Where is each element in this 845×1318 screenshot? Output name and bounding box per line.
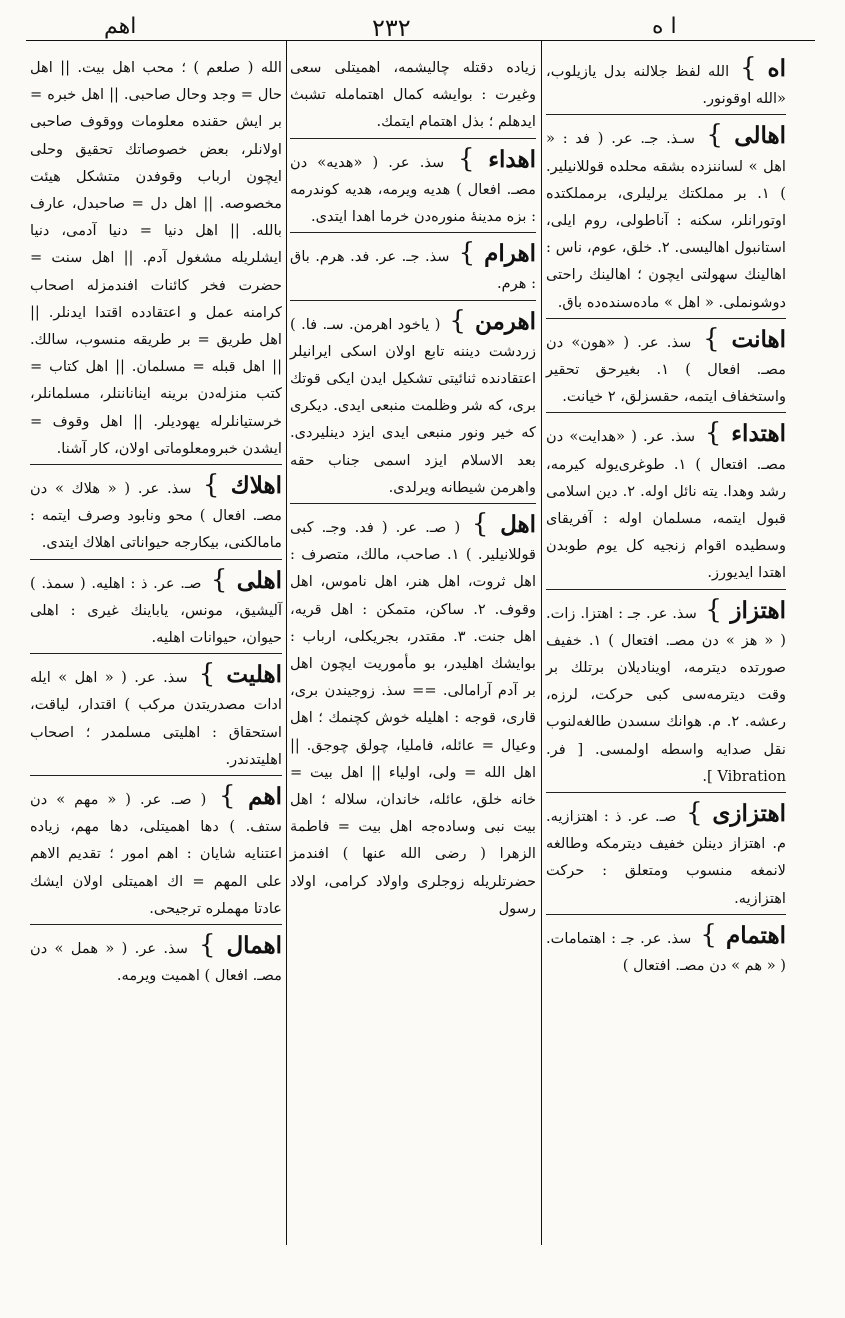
column-left — [30, 48, 282, 992]
brace-icon: } — [691, 323, 732, 354]
column-divider-right — [541, 40, 542, 1245]
entry-headword: اهتمام — [726, 921, 787, 949]
dictionary-entry — [30, 776, 282, 925]
entry-definition: سذ. جـ. عر. فد. هرم. باق : هرم. — [290, 248, 536, 293]
brace-icon: } — [206, 781, 249, 812]
brace-icon: } — [440, 305, 475, 336]
entry-headword: اهل — [500, 511, 537, 539]
entry-definition: ( صـ. عر. ( فد. وجـ. کبی قوللانیلیر. ) ۱. صاحب، مالك، متصرف : اهل ثروت، اهل هنر، اهل ناموس، اهل وقوف. ۲. ساکن، متمکن : اهل قریه، اهل جنت. ۳. مقتدر، بجریکلی، ارباب : بوایشك اهلیدر، بو مأموریت ایچون اهل بر آدم آرامالی. == سذ. زوجیندن بری، قاری، قوجه : اهلیله خوش کچنمك ؛ اهل وعیال = عائله، فاملیا، چولق چوجق. || اهل الله = ولی، اولیاء || اهل بیت = خانه خلق، عائله، خاندان، سلاله ؛ اهل بیت نبی وساده‌جه اهل بیت = فاطمة الزهرا ( رضی الله عنها ) افندمز حضرتلریله زوجلری واولاد کرامی، اولاد رسول — [290, 519, 536, 917]
brace-icon: } — [449, 238, 485, 269]
entry-definition: سذ. عر. ( « همل » دن مصـ. افعال ) اهمیت ویرمه. — [30, 940, 282, 985]
entry-headword: اهتزاز — [730, 596, 786, 624]
dictionary-entry — [30, 48, 282, 465]
entry-definition: ( یاخود اهرمن. سـ. فا. ) زردشت دیننه تابع اولان اسکی ایرانیلر اعتقادنده ثنائیتی تشکیل ایدن ایکی قوتك بری، که شر وظلمت منبعی ایدی. دیکری که خیر ونور منبعی ایدی ایزد دینلیردی. بعد الاسلام ایزد اسمی جناب حقه واهرمن شیطانه ویرلدی. — [290, 315, 536, 496]
dictionary-entry — [546, 115, 786, 318]
dictionary-entry — [546, 793, 786, 915]
entry-definition: صـ. عر. ذ : اهتزازیه. م. اهتزاز دینلن خفیف دیترمکه وطالغه لانمغه منسوب ومتعلق : حرکت اهتزازیه. — [546, 808, 786, 907]
entry-definition: ( صـ. عر. ( « مهم » دن ستف. ) دها اهمیتلی، دها مهم، زیاده اعتنایه شایان : اهم امور ؛ تقدیم الاهم علی المهم = اك اهمیتلی اولان ایشك عادتا مهملره ترجیحی. — [30, 791, 282, 917]
entry-definition: سذ. عر. ( «هدایت» دن مصـ. افتعال ) ۱. طوغری‌یوله کیرمه، رشد وهدا. یته نائل اوله. ۲. دین اسلامی قبول ایتمه، مسلمان اوله : آفریقای وسطیده اقوام زنجیه کل یوم طوبدن اهتدا ایدیورز. — [546, 428, 787, 582]
brace-icon: } — [729, 53, 768, 83]
dictionary-entry — [546, 413, 786, 589]
brace-icon: } — [201, 564, 237, 595]
entry-definition: سذ. عر. ( «هدیه» دن مصـ. افعال ) هدیه ویرمه، هدیه کوندرمه : بزه مدینهٔ منوره‌دن خرما اهدا ایتدی. — [290, 153, 536, 226]
brace-icon: } — [695, 418, 732, 449]
entry-headword: اهالی — [734, 122, 786, 150]
entry-definition: صـ. عر. ذ : اهلیه. ( سمذ. ) آلیشیق، مونس، یاباینك غیری : اهلی حیوان، حیوانات اهلیه. — [30, 574, 282, 647]
page-number: ۲۳۲ — [372, 14, 411, 42]
entry-headword: اهلی — [236, 566, 282, 594]
brace-icon: } — [696, 594, 731, 625]
dictionary-entry — [546, 48, 786, 115]
entry-definition: الله ( صلعم ) ؛ محب اهل بیت. || اهل حال = وجد وحال صاحبی. || اهل خبره = بر ایش حقنده معلومات ووقوف صاحبی اولانلر، بعض خصوصاتك تحقیق وحلی ایچون ارباب وقوفدن متشکل هیئت مخصوصه. || اهل دل = صاحبدل، عارف بالله. || اهل دنیا = دنیا آدمی، دنیا ایشلریله مشغول آدم. || اهل سنت = حضرت فخر کائنات افندمزله اصحاب کرامنه عمل و اعتقادده اقتدا ایدنلر. || اهل طریق = بر طریقه منسوب، سالك. || اهل قبله = مسلمان. || اهل کتاب = کتب منزله‌دن برینه ایناناننلر، مسلمانلر، خرستیانلرله یهودیلر. || اهل وقوف = ایشدن خبرومعلوماتی اولان، کار آشنا. — [30, 59, 282, 457]
brace-icon: } — [187, 659, 227, 690]
dictionary-entry — [30, 654, 282, 776]
brace-icon: } — [691, 919, 726, 950]
dictionary-entry — [290, 48, 536, 139]
entry-headword: اهتزازی — [712, 800, 786, 828]
entry-definition: سـذ. جـ. عر. ( فد : « اهل » لساننزده بشقه محلده قوللانیلیر. ) ۱. بر مملکتك یرلیلری، برمملکتده اوتورانلر، سکنه : آناطولی، روم ایلی، استانبول اهالیسی. ۲. خلق، عوم، ناس : اهالینك سهولتی ایچون ؛ اهالینك راحتی دوشونملی. « اهل » ماده‌سنده‌ده باق. — [546, 130, 786, 311]
dictionary-entry — [546, 319, 786, 414]
brace-icon: } — [444, 143, 489, 174]
entry-headword: اهم — [248, 783, 282, 811]
column-right — [546, 48, 786, 981]
entry-headword: اه — [767, 55, 786, 82]
brace-icon: } — [191, 470, 231, 501]
entry-headword: اهمال — [226, 932, 283, 960]
entry-definition: سذ. عر. ( «هون» دن مصـ. افعال ) ۱. بغیرحق تحقیر واستخفاف ایتمه، حقسزلق، ۲ خیانت. — [546, 333, 786, 406]
entry-definition: زیاده دقتله چالیشمه، اهمیتلی سعی وغیرت : بوایشه کمال اهتمامله تشبث ایدهلم ؛ بذل اهتمام ایتمك. — [290, 59, 536, 131]
entry-definition: سذ. عر. ( « اهل » ایله ادات مصدریتدن مرکب ) اقتدار، لیاقت، استحقاق : اهلیتی مسلمدر ؛ اصحاب اهلیتدندر. — [30, 669, 282, 768]
entry-headword: اهداء — [488, 145, 536, 173]
entry-headword: اهتداء — [731, 420, 786, 448]
header-left-word: اهم — [104, 14, 137, 39]
brace-icon: } — [694, 120, 735, 151]
dictionary-entry — [546, 915, 786, 981]
brace-icon: } — [187, 930, 227, 961]
dictionary-entry — [290, 301, 536, 504]
entry-definition: سذ. عر. جـ : اهتمامات. ( « هم » دن مصـ. افتعال ) — [546, 929, 786, 975]
entry-headword: اهرام — [484, 240, 536, 268]
entry-headword: اهلاك — [230, 472, 282, 500]
dictionary-entry — [290, 233, 536, 300]
dictionary-entry — [290, 139, 536, 234]
header-right-word: ا ه — [652, 14, 677, 39]
dictionary-entry — [30, 560, 282, 655]
dictionary-entry — [30, 465, 282, 560]
brace-icon: } — [676, 798, 713, 829]
column-divider-left — [286, 40, 287, 1245]
dictionary-entry — [290, 504, 536, 924]
dictionary-entry — [30, 925, 282, 991]
entry-headword: اهلیت — [226, 661, 282, 689]
dictionary-entry — [546, 590, 786, 793]
header-rule — [26, 40, 815, 41]
brace-icon: } — [460, 509, 501, 540]
entry-headword: اهانت — [731, 325, 786, 353]
entry-definition: سذ. عر. جـ : اهتزا. زات. ( « هز » دن مصـ. افتعال ) ۱. خفیف صورتده دیترمه، اوینادیلان برتلك بر وقت دیترمه‌سی کبی حرکت، لرزه، رعشه. ۲. م. هوانك سسدن طالغه‌لنوب نقل صدایه واسطه اولمسی. [ فر. Vibration ]. — [546, 604, 786, 785]
column-middle — [290, 48, 536, 924]
entry-definition: سذ. عر. ( « هلاك » دن مصـ. افعال ) محو ونابود وصرف ایتمه : مامالکنی، بیکارجه حیواناتی اهلاك ایتدی. — [30, 480, 282, 552]
entry-headword: اهرمن — [474, 307, 536, 335]
entry-definition: الله لفظ جلالنه بدل یازیلوب، «الله اوقونور. — [546, 63, 786, 108]
